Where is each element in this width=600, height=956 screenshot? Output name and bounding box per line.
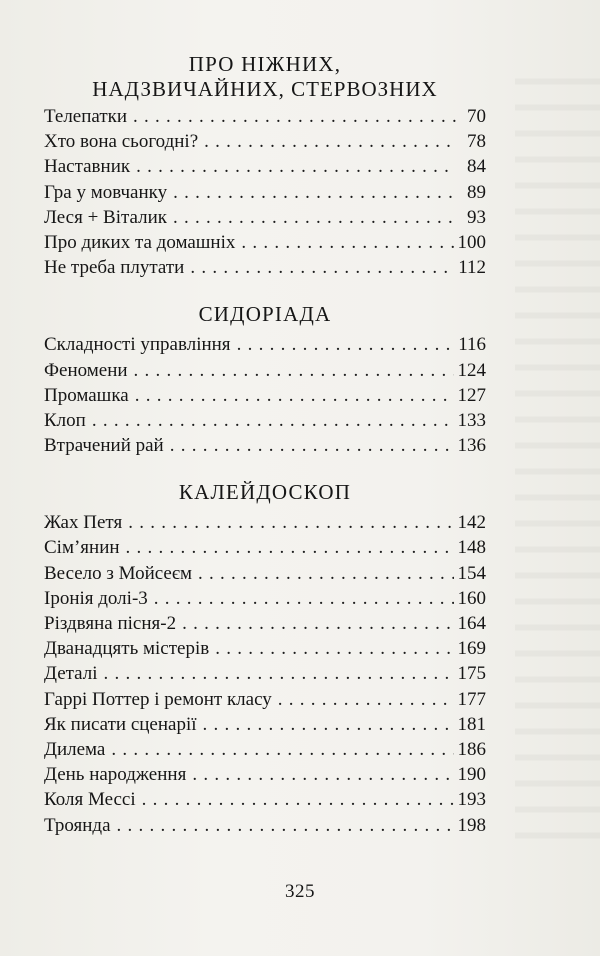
toc-entry <box>44 815 486 840</box>
entry-title: Леся + Віталик <box>44 206 168 228</box>
entry-page-number: 116 <box>458 334 486 356</box>
dot-leader <box>134 360 454 382</box>
entry-title: Дванадцять містерів <box>44 638 210 660</box>
section-title-line: НАДЗВИЧАЙНИХ, СТЕРВОЗНИХ <box>92 77 438 101</box>
dot-leader <box>104 663 454 685</box>
toc-entry <box>44 435 486 460</box>
entry-page-number: 160 <box>457 587 486 609</box>
entry-page-number: 175 <box>457 663 486 685</box>
dot-leader <box>135 385 454 407</box>
section-title <box>44 480 486 505</box>
entry-title: Деталі <box>44 663 98 685</box>
dot-leader <box>190 257 454 279</box>
entry-title: Різдвяна пісня-2 <box>44 613 177 634</box>
entry-title: Не треба плутати <box>44 257 185 279</box>
entry-page-number: 177 <box>457 688 486 710</box>
entry-page-number: 136 <box>457 435 486 457</box>
dot-leader <box>133 106 456 128</box>
dot-leader <box>198 563 453 585</box>
dot-leader <box>92 410 454 432</box>
dot-leader <box>203 714 454 736</box>
entry-page-number: 127 <box>457 384 486 406</box>
dot-leader <box>170 435 454 457</box>
entry-title: Весело з Мойсеєм <box>44 562 193 584</box>
entry-page-number: 198 <box>457 814 486 836</box>
table-of-contents <box>44 52 486 840</box>
dot-leader <box>237 334 455 356</box>
entry-title: Як писати сценарії <box>44 713 197 735</box>
entry-title: Іронія долі-3 <box>44 587 148 609</box>
entry-title: Гаррі Поттер і ремонт класу <box>44 688 272 710</box>
entry-title: Клоп <box>44 409 86 431</box>
toc-entry <box>44 739 486 764</box>
toc-entry <box>44 257 486 282</box>
entry-page-number: 70 <box>467 106 486 127</box>
dot-leader <box>173 207 456 229</box>
dot-leader <box>128 512 453 534</box>
entry-page-number: 142 <box>457 512 486 534</box>
entry-title: День народження <box>44 764 187 786</box>
entry-page-number: 181 <box>457 713 486 735</box>
entry-page-number: 169 <box>457 638 486 660</box>
section-title <box>44 52 486 102</box>
toc-entry <box>44 131 486 156</box>
toc-entry <box>44 563 486 588</box>
entry-page-number: 89 <box>467 181 486 203</box>
entry-page-number: 186 <box>457 738 486 760</box>
entry-page-number: 193 <box>457 789 486 811</box>
entry-page-number: 124 <box>457 359 486 381</box>
dot-leader <box>173 182 456 204</box>
toc-entry <box>44 613 486 638</box>
entry-title: Хто вона сьогодні? <box>44 131 199 153</box>
dot-leader <box>142 789 454 811</box>
entry-page-number: 154 <box>457 562 486 584</box>
toc-entry <box>44 537 486 562</box>
dot-leader <box>215 638 453 660</box>
toc-entry <box>44 714 486 739</box>
entry-page-number: 112 <box>458 257 486 279</box>
toc-entry <box>44 385 486 410</box>
toc-entry <box>44 360 486 385</box>
dot-leader <box>192 764 453 786</box>
toc-entry <box>44 207 486 232</box>
toc-entry <box>44 106 486 131</box>
section-title-line: ПРО НІЖНИХ, <box>188 52 342 76</box>
entry-title: Складності управління <box>44 334 231 356</box>
dot-leader <box>136 156 456 178</box>
section-title-line: СИДОРІАДА <box>198 302 332 327</box>
toc-entry <box>44 588 486 613</box>
entry-page-number: 133 <box>457 409 486 431</box>
toc-entry <box>44 663 486 688</box>
dot-leader <box>117 815 454 837</box>
entry-page-number: 93 <box>467 206 486 228</box>
toc-entry <box>44 512 486 537</box>
toc-entry <box>44 410 486 435</box>
entry-page-number: 84 <box>467 156 486 178</box>
dot-leader <box>204 131 456 153</box>
entry-title: Втрачений рай <box>44 435 164 457</box>
toc-entry <box>44 156 486 181</box>
toc-entry <box>44 789 486 814</box>
entry-title: Телепатки <box>44 106 128 127</box>
entry-page-number: 190 <box>457 764 486 786</box>
entry-title: Гра у мовчанку <box>44 181 168 203</box>
entry-page-number: 100 <box>457 231 486 253</box>
entry-title: Феномени <box>44 359 128 381</box>
toc-entry <box>44 689 486 714</box>
dot-leader <box>241 232 453 254</box>
toc-entry <box>44 182 486 207</box>
entry-title: Сім’янин <box>44 537 120 559</box>
entry-title: Коля Мессі <box>44 789 136 811</box>
dot-leader <box>182 613 453 635</box>
entry-page-number: 78 <box>467 131 486 153</box>
dot-leader <box>278 689 454 711</box>
entry-title: Наставник <box>44 156 131 178</box>
entry-title: Дилема <box>44 738 106 760</box>
toc-entry <box>44 638 486 663</box>
entry-title: Про диких та домашніх <box>44 231 236 253</box>
bleed-through-texture <box>515 60 600 840</box>
dot-leader <box>111 739 453 761</box>
toc-entry <box>44 232 486 257</box>
dot-leader <box>126 537 454 559</box>
page-number: 325 <box>285 881 315 902</box>
entry-title: Жах Петя <box>44 512 123 534</box>
dot-leader <box>154 588 454 610</box>
entry-page-number: 164 <box>457 613 486 634</box>
section-title <box>44 302 486 327</box>
entry-title: Промашка <box>44 384 129 406</box>
entry-title: Троянда <box>44 814 111 836</box>
section-title-line: КАЛЕЙДОСКОП <box>178 480 352 505</box>
toc-entry <box>44 764 486 789</box>
entry-page-number: 148 <box>457 537 486 559</box>
toc-entry <box>44 334 486 359</box>
